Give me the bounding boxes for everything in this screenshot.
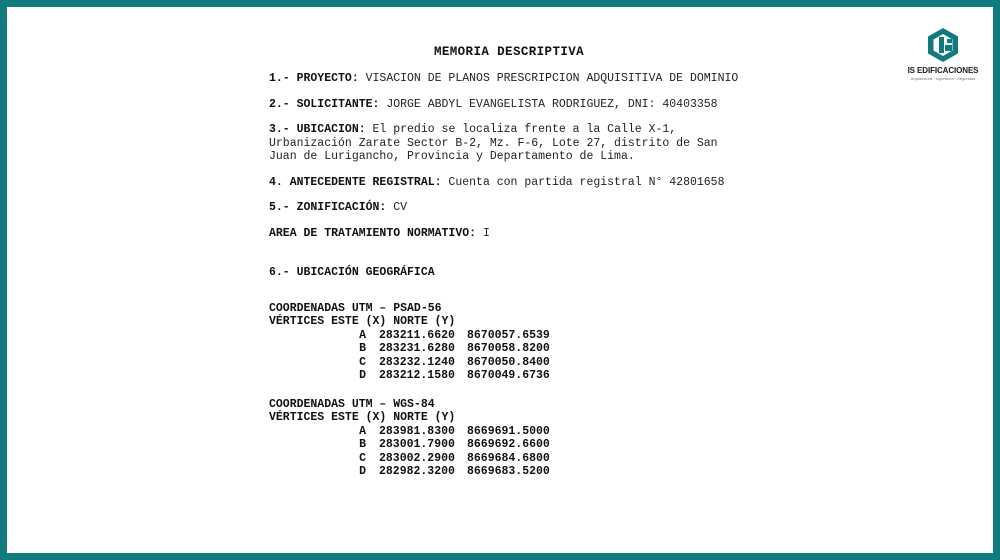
norte-value: 8669691.5000 [467, 424, 550, 438]
psad-row [269, 329, 749, 343]
este-value: 283001.7900 [379, 438, 455, 451]
este-value: 283232.1240 [379, 355, 455, 369]
wgs-row [269, 465, 749, 479]
psad-columns: VÉRTICES ESTE (X) NORTE (Y) [269, 315, 456, 328]
section-ubicacion [269, 123, 749, 164]
norte-value: 8669683.5200 [467, 465, 550, 478]
section-zonificacion [269, 201, 749, 215]
vertex-label: D [359, 369, 366, 382]
wgs-columns: VÉRTICES ESTE (X) NORTE (Y) [269, 411, 456, 424]
section-text: CV [386, 201, 408, 214]
document-body [269, 72, 749, 479]
vertex-label: C [359, 355, 366, 369]
vertex-label: C [359, 451, 366, 465]
norte-value: 8670057.6539 [467, 328, 550, 342]
section-antecedente [269, 176, 749, 190]
section-label: 1.- PROYECTO: [269, 72, 359, 85]
vertex-label: A [359, 328, 366, 342]
section-label: 3.- UBICACION: [269, 123, 366, 136]
section-area-tratamiento [269, 227, 749, 241]
document-page [7, 7, 993, 553]
geo-section-title: 6.- UBICACIÓN GEOGRÁFICA [269, 266, 435, 279]
norte-value: 8670050.8400 [467, 355, 550, 369]
este-value: 283212.1580 [379, 369, 455, 382]
section-solicitante [269, 98, 749, 112]
section-text: JORGE ABDYL EVANGELISTA RODRIGUEZ, DNI: 40403358 [379, 97, 718, 111]
este-value: 283981.8300 [379, 424, 455, 438]
section-label: 5.- ZONIFICACIÓN: [269, 201, 387, 214]
este-value: 282982.3200 [379, 465, 455, 478]
section-label: 2.- SOLICITANTE: [269, 97, 380, 111]
section-text: Cuenta con partida registral N° 42801658 [441, 175, 725, 189]
section-proyecto [269, 72, 749, 86]
psad-heading: COORDENADAS UTM – PSAD-56 [269, 301, 442, 315]
norte-value: 8670058.8200 [467, 342, 550, 355]
logo-company-name: IS EDIFICACIONES [907, 66, 979, 75]
vertex-label: B [359, 342, 366, 355]
este-value: 283002.2900 [379, 451, 455, 465]
vertex-label: D [359, 465, 366, 478]
section-label: AREA DE TRATAMIENTO NORMATIVO: [269, 226, 477, 240]
section-label: 4. ANTECEDENTE REGISTRAL: [269, 175, 442, 189]
psad-row [269, 342, 749, 356]
psad-row [269, 369, 749, 383]
logo-tagline: Arquitectura · Ingeniería · Seguridad [910, 76, 976, 81]
section-text: I [476, 226, 490, 240]
este-value: 283231.6280 [379, 342, 455, 355]
wgs-row [269, 452, 749, 466]
norte-value: 8669684.6800 [467, 451, 550, 465]
wgs-row [269, 425, 749, 439]
wgs-row [269, 438, 749, 452]
section-text: El predio se localiza frente a la Calle X-1, Urbanización Zarate Sector B-2, Mz. F-6, Lote 27, distrito de San Juan de Lurigancho, Provincia y Departamento de Lima. [269, 123, 718, 163]
norte-value: 8670049.6736 [467, 369, 550, 382]
psad-row [269, 356, 749, 370]
document-title: MEMORIA DESCRIPTIVA [433, 45, 585, 59]
norte-value: 8669692.6600 [467, 438, 550, 451]
vertex-label: A [359, 424, 366, 438]
section-text: VISACION DE PLANOS PRESCRIPCION ADQUISITIVA DE DOMINIO [358, 72, 739, 85]
vertex-label: B [359, 438, 366, 451]
wgs-heading: COORDENADAS UTM – WGS-84 [269, 397, 435, 411]
este-value: 283211.6620 [379, 328, 455, 342]
